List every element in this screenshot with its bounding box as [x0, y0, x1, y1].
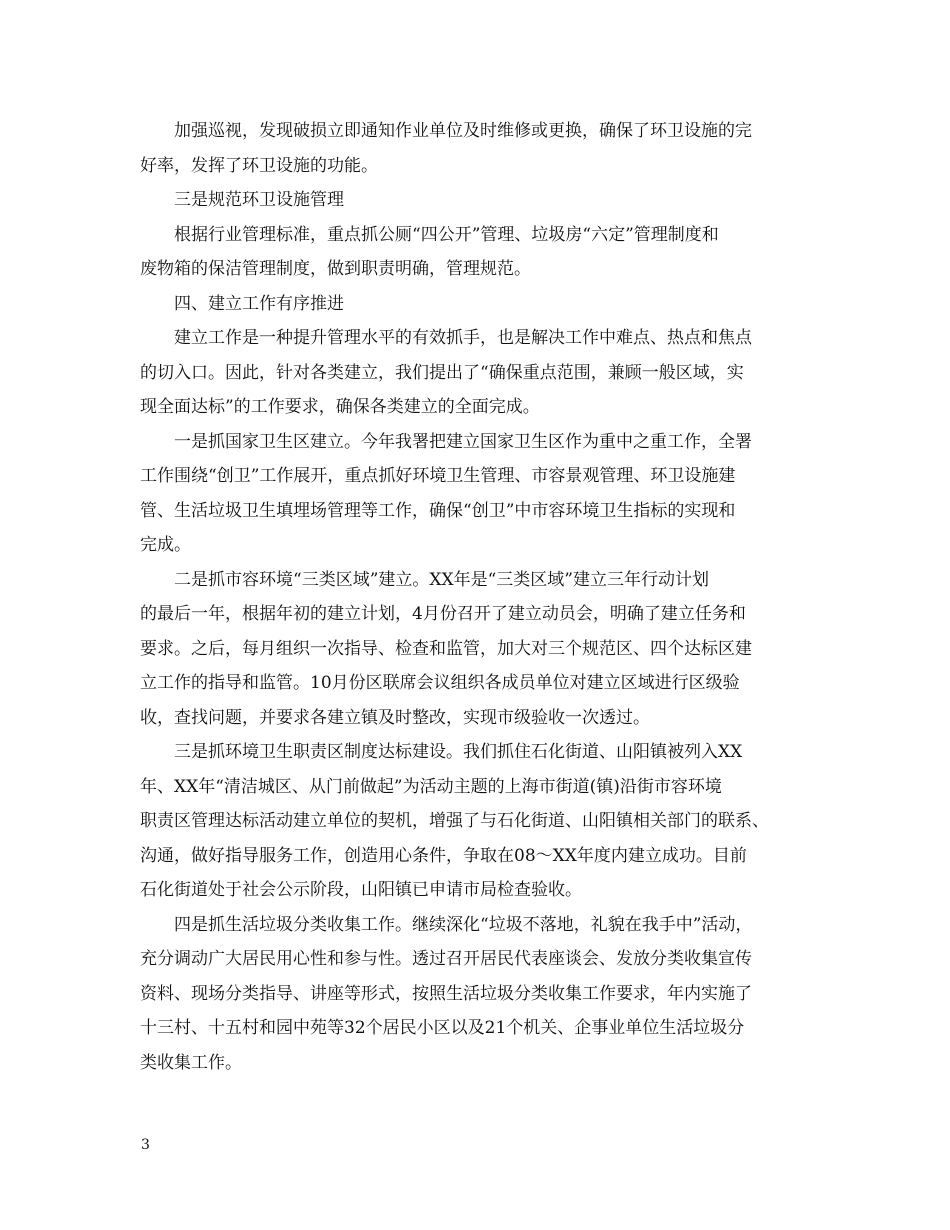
page-number: 3 [141, 1137, 150, 1153]
body-paragraph [140, 183, 815, 218]
body-paragraph [140, 114, 815, 183]
body-paragraph [140, 321, 815, 425]
text-line: 石化街道处于社会公示阶段，山阳镇已申请市局检查验收。 [140, 880, 582, 900]
body-paragraph [140, 908, 815, 1081]
text-line: 现全面达标”的工作要求，确保各类建立的全面完成。 [140, 397, 540, 417]
text-line: 加强巡视，发现破损立即通知作业单位及时维修或更换，确保了环卫设施的完 [174, 121, 752, 141]
text-line: 类收集工作。 [140, 1052, 242, 1073]
text-line: 完成。 [140, 535, 191, 555]
body-paragraph [140, 287, 815, 322]
text-line: 管、生活垃圾卫生填埋场管理等工作，确保“创卫”中市容环境卫生指标的实现和 [140, 500, 736, 521]
text-line: 工作围绕“创卫”工作展开，重点抓好环境卫生管理、市容景观管理、环卫设施建 [140, 466, 736, 486]
document-body [140, 114, 815, 1080]
text-line: 废物箱的保洁管理制度，做到职责明确，管理规范。 [140, 259, 531, 279]
body-paragraph [140, 563, 815, 736]
body-paragraph [140, 735, 815, 908]
text-line: 收，查找问题，并要求各建立镇及时整改，实现市级验收一次透过。 [140, 707, 650, 728]
text-line: 要求。之后，每月组织一次指导、检查和监管，加大对三个规范区、四个达标区建 [140, 638, 752, 659]
text-line: 一是抓国家卫生区建立。今年我署把建立国家卫生区作为重中之重工作，全署 [174, 431, 752, 452]
text-line: 立工作的指导和监管。10月份区联席会议组织各成员单位对建立区域进行区级验 [140, 673, 740, 693]
text-line: 根据行业管理标准，重点抓公厕“四公开”管理、垃圾房“六定”管理制度和 [174, 224, 719, 245]
text-line: 四是抓生活垃圾分类收集工作。继续深化“垃圾不落地，礼貌在我手中”活动， [174, 914, 753, 935]
text-line: 十三村、十五村和园中苑等32个居民小区以及21个机关、企事业单位生活垃圾分 [140, 1018, 745, 1038]
text-line: 四、建立工作有序推进 [174, 293, 344, 314]
text-line: 好率，发挥了环卫设施的功能。 [140, 155, 378, 176]
text-line: 年、XX年“清洁城区、从门前做起”为活动主题的上海市街道(镇)沿街市容环境 [140, 776, 722, 797]
text-line: 沟通，做好指导服务工作，创造用心条件，争取在08～XX年度内建立成功。目前 [140, 845, 747, 866]
body-paragraph [140, 425, 815, 563]
text-line: 的最后一年，根据年初的建立计划，4月份召开了建立动员会，明确了建立任务和 [140, 604, 746, 624]
text-line: 二是抓市容环境“三类区域”建立。XX年是“三类区域”建立三年行动计划 [174, 569, 709, 590]
text-line: 职责区管理达标活动建立单位的契机，增强了与石化街道、山阳镇相关部门的联系、 [140, 811, 769, 831]
text-line: 三是规范环卫设施管理 [174, 190, 344, 210]
body-paragraph [140, 218, 815, 287]
text-line: 三是抓环境卫生职责区制度达标建设。我们抓住石化街道、山阳镇被列入XX [174, 742, 743, 762]
text-line: 充分调动广大居民用心性和参与性。透过召开居民代表座谈会、发放分类收集宣传 [140, 949, 752, 969]
text-line: 资料、现场分类指导、讲座等形式，按照生活垃圾分类收集工作要求，年内实施了 [140, 983, 752, 1004]
text-line: 建立工作是一种提升管理水平的有效抓手，也是解决工作中难点、热点和焦点 [174, 328, 752, 348]
text-line: 的切入口。因此，针对各类建立，我们提出了“确保重点范围，兼顾一般区域，实 [140, 362, 744, 383]
